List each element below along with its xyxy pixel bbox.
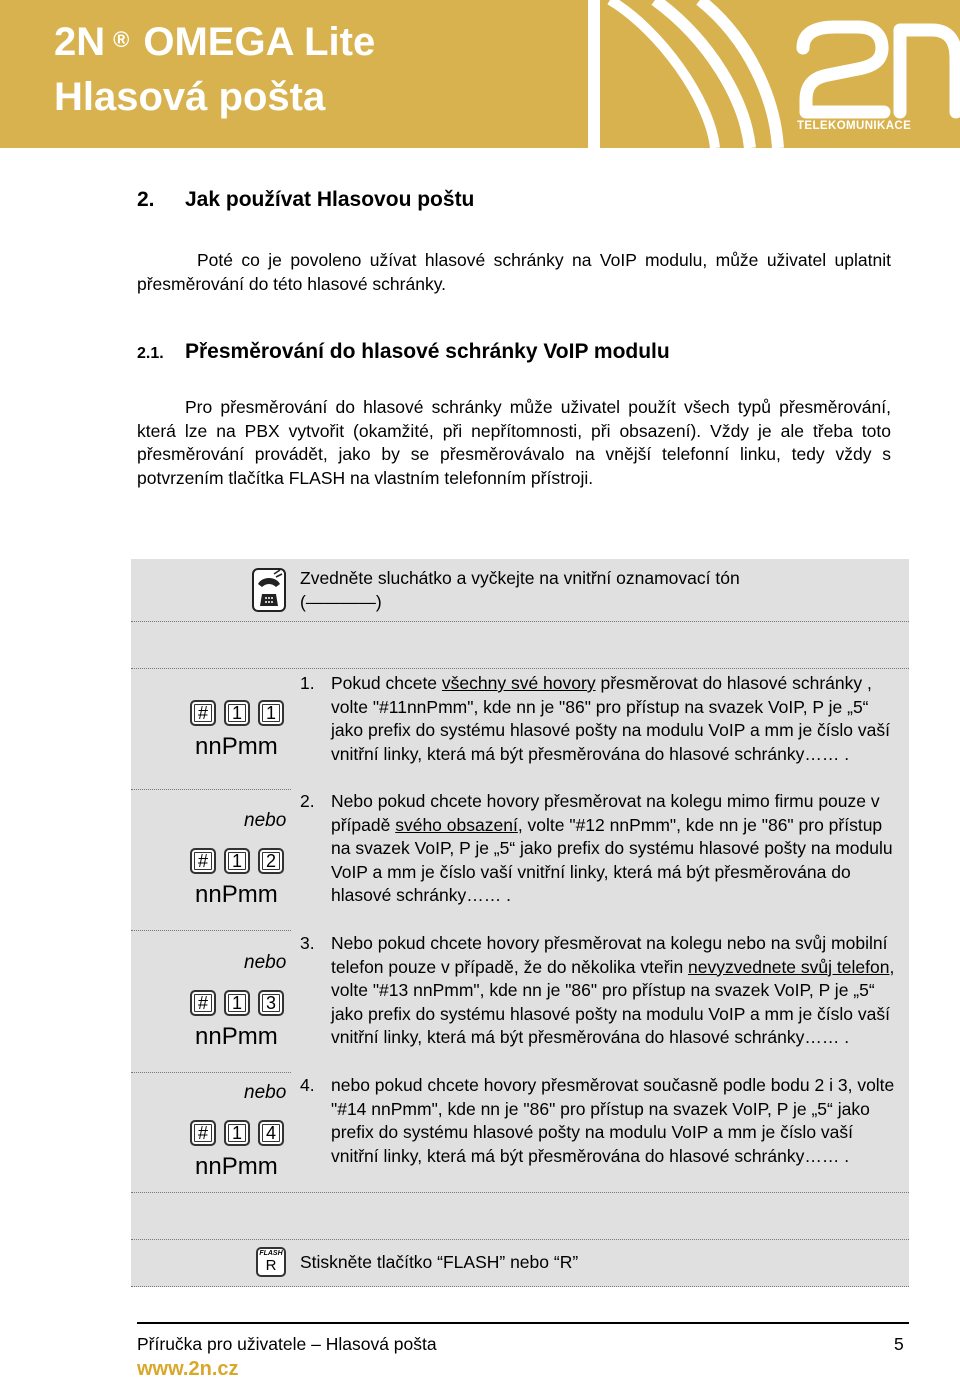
option-4-text: nebo pokud chcete hovory přesměrovat současně podle bodu 2 i 3, volte "#14 nnPmm", kde nn je "86" pro přístup na svazek VoIP, P je „5“ jako prefix do systému hlasové pošty na modulu VoIP a mm je číslo vaší vnitřní linky, která má být přesměrována do hlasové schránky…… . <box>331 1075 895 1166</box>
option-number: 3. <box>300 933 315 953</box>
key-2-icon: 2 <box>258 848 284 874</box>
or-label: nebo <box>244 1082 287 1103</box>
key-3-icon: 3 <box>258 990 284 1016</box>
option-2-text: Nebo pokud chcete hovory přesměrovat na kolegu mimo firmu pouze v případě svého obsazení, volte "#12 nnPmm", kde nn je "86" pro přístup na svazek VoIP, P je „5“ jako prefix do systému hlasové pošty na modulu VoIP a mm je číslo vaší vnitřní linky, která má být přesměrována do hlasové schránky…… . <box>331 791 893 905</box>
phone-handset-icon <box>252 568 286 612</box>
table-divider <box>131 668 909 670</box>
table-divider <box>131 1286 909 1288</box>
table-divider <box>131 1192 909 1194</box>
or-label: nebo <box>244 810 287 831</box>
footer-rule <box>137 1322 909 1324</box>
table-divider <box>131 1239 909 1241</box>
dial-code: nnPmm <box>195 881 278 908</box>
logo-subtext: TELEKOMUNIKACE <box>797 120 912 132</box>
option-number: 1. <box>300 673 315 693</box>
section-intro: Poté co je povoleno užívat hlasové schránky na VoIP modulu, může uživatel uplatnit přesměrování do této hlasové schránky. <box>137 250 891 294</box>
cell-divider <box>131 789 291 791</box>
footer-website-link[interactable]: www.2n.cz <box>137 1358 239 1380</box>
step-press-flash-text: Stiskněte tlačítko “FLASH” nebo “R” <box>300 1252 579 1272</box>
step-lift-handset-text: Zvedněte sluchátko a vyčkejte na vnitřní oznamovací tón <box>300 568 740 588</box>
option-number: 2. <box>300 791 315 811</box>
key-1-icon: 1 <box>224 1120 250 1146</box>
key-hash-icon: # <box>190 1120 216 1146</box>
subsection-paragraph: Pro přesměrování do hlasové schránky může uživatel použít všech typů přesměrování, která lze na PBX vytvořit (okamžité, při nepřítomnosti, při obsazení). Vždy je ale třeba toto přesměrování provádět, jako by se přesměrovávalo na vnější telefonní linku, tedy vždy s potvrzením tlačítka FLASH na vlastním telefonním přístroji. <box>137 397 891 488</box>
footer-title: Příručka pro uživatele – Hlasová pošta <box>137 1334 437 1354</box>
key-1-icon: 1 <box>224 848 250 874</box>
dial-code: nnPmm <box>195 1023 278 1050</box>
logo-panel <box>600 0 960 148</box>
document-subtitle: Hlasová pošta <box>54 75 326 119</box>
cell-divider <box>131 1072 291 1074</box>
section-heading: 2. Jak používat Hlasovou poštu <box>137 188 475 211</box>
flash-key-top-label: FLASH <box>259 1250 283 1257</box>
option-number: 4. <box>300 1075 315 1095</box>
key-1-icon: 1 <box>224 700 250 726</box>
flash-key-icon <box>256 1247 286 1277</box>
key-4-icon: 4 <box>258 1120 284 1146</box>
subsection-heading: 2.1. Přesměrování do hlasové schránky VoIP modulu <box>137 340 670 363</box>
cell-divider <box>131 930 291 932</box>
dial-code: nnPmm <box>195 733 278 760</box>
table-divider <box>131 621 909 623</box>
key-1-icon: 1 <box>258 700 284 726</box>
page-number: 5 <box>894 1334 904 1354</box>
or-label: nebo <box>244 952 287 973</box>
key-hash-icon: # <box>190 990 216 1016</box>
key-hash-icon: # <box>190 848 216 874</box>
header-banner <box>0 0 588 148</box>
option-1-text: Pokud chcete všechny své hovory přesměrovat do hlasové schránky , volte "#11nnPmm", kde nn je "86" pro přístup na svazek VoIP, P je „5“ jako prefix do systému hlasové pošty na modulu VoIP a mm je číslo vaší vnitřní linky, která má být přesměrována do hlasové schránky…… . <box>331 673 890 764</box>
key-hash-icon: # <box>190 700 216 726</box>
option-3-text: Nebo pokud chcete hovory přesměrovat na kolegu nebo na svůj mobilní telefon pouze v případě, že do několika vteřin nevyzvednete svůj telefon, volte "#13 nnPmm", kde nn je "86" pro přístup na svazek VoIP, P je „5“ jako prefix do systému hlasové pošty na modulu VoIP a mm je číslo vaší vnitřní linky, která má být přesměrována do hlasové schránky…… . <box>331 933 895 1047</box>
product-title: 2N ® OMEGA Lite <box>54 20 376 64</box>
flash-key-main-label: R <box>265 1257 277 1274</box>
dial-code: nnPmm <box>195 1153 278 1180</box>
dial-tone-indicator: (————) <box>300 592 382 612</box>
key-1-icon: 1 <box>224 990 250 1016</box>
